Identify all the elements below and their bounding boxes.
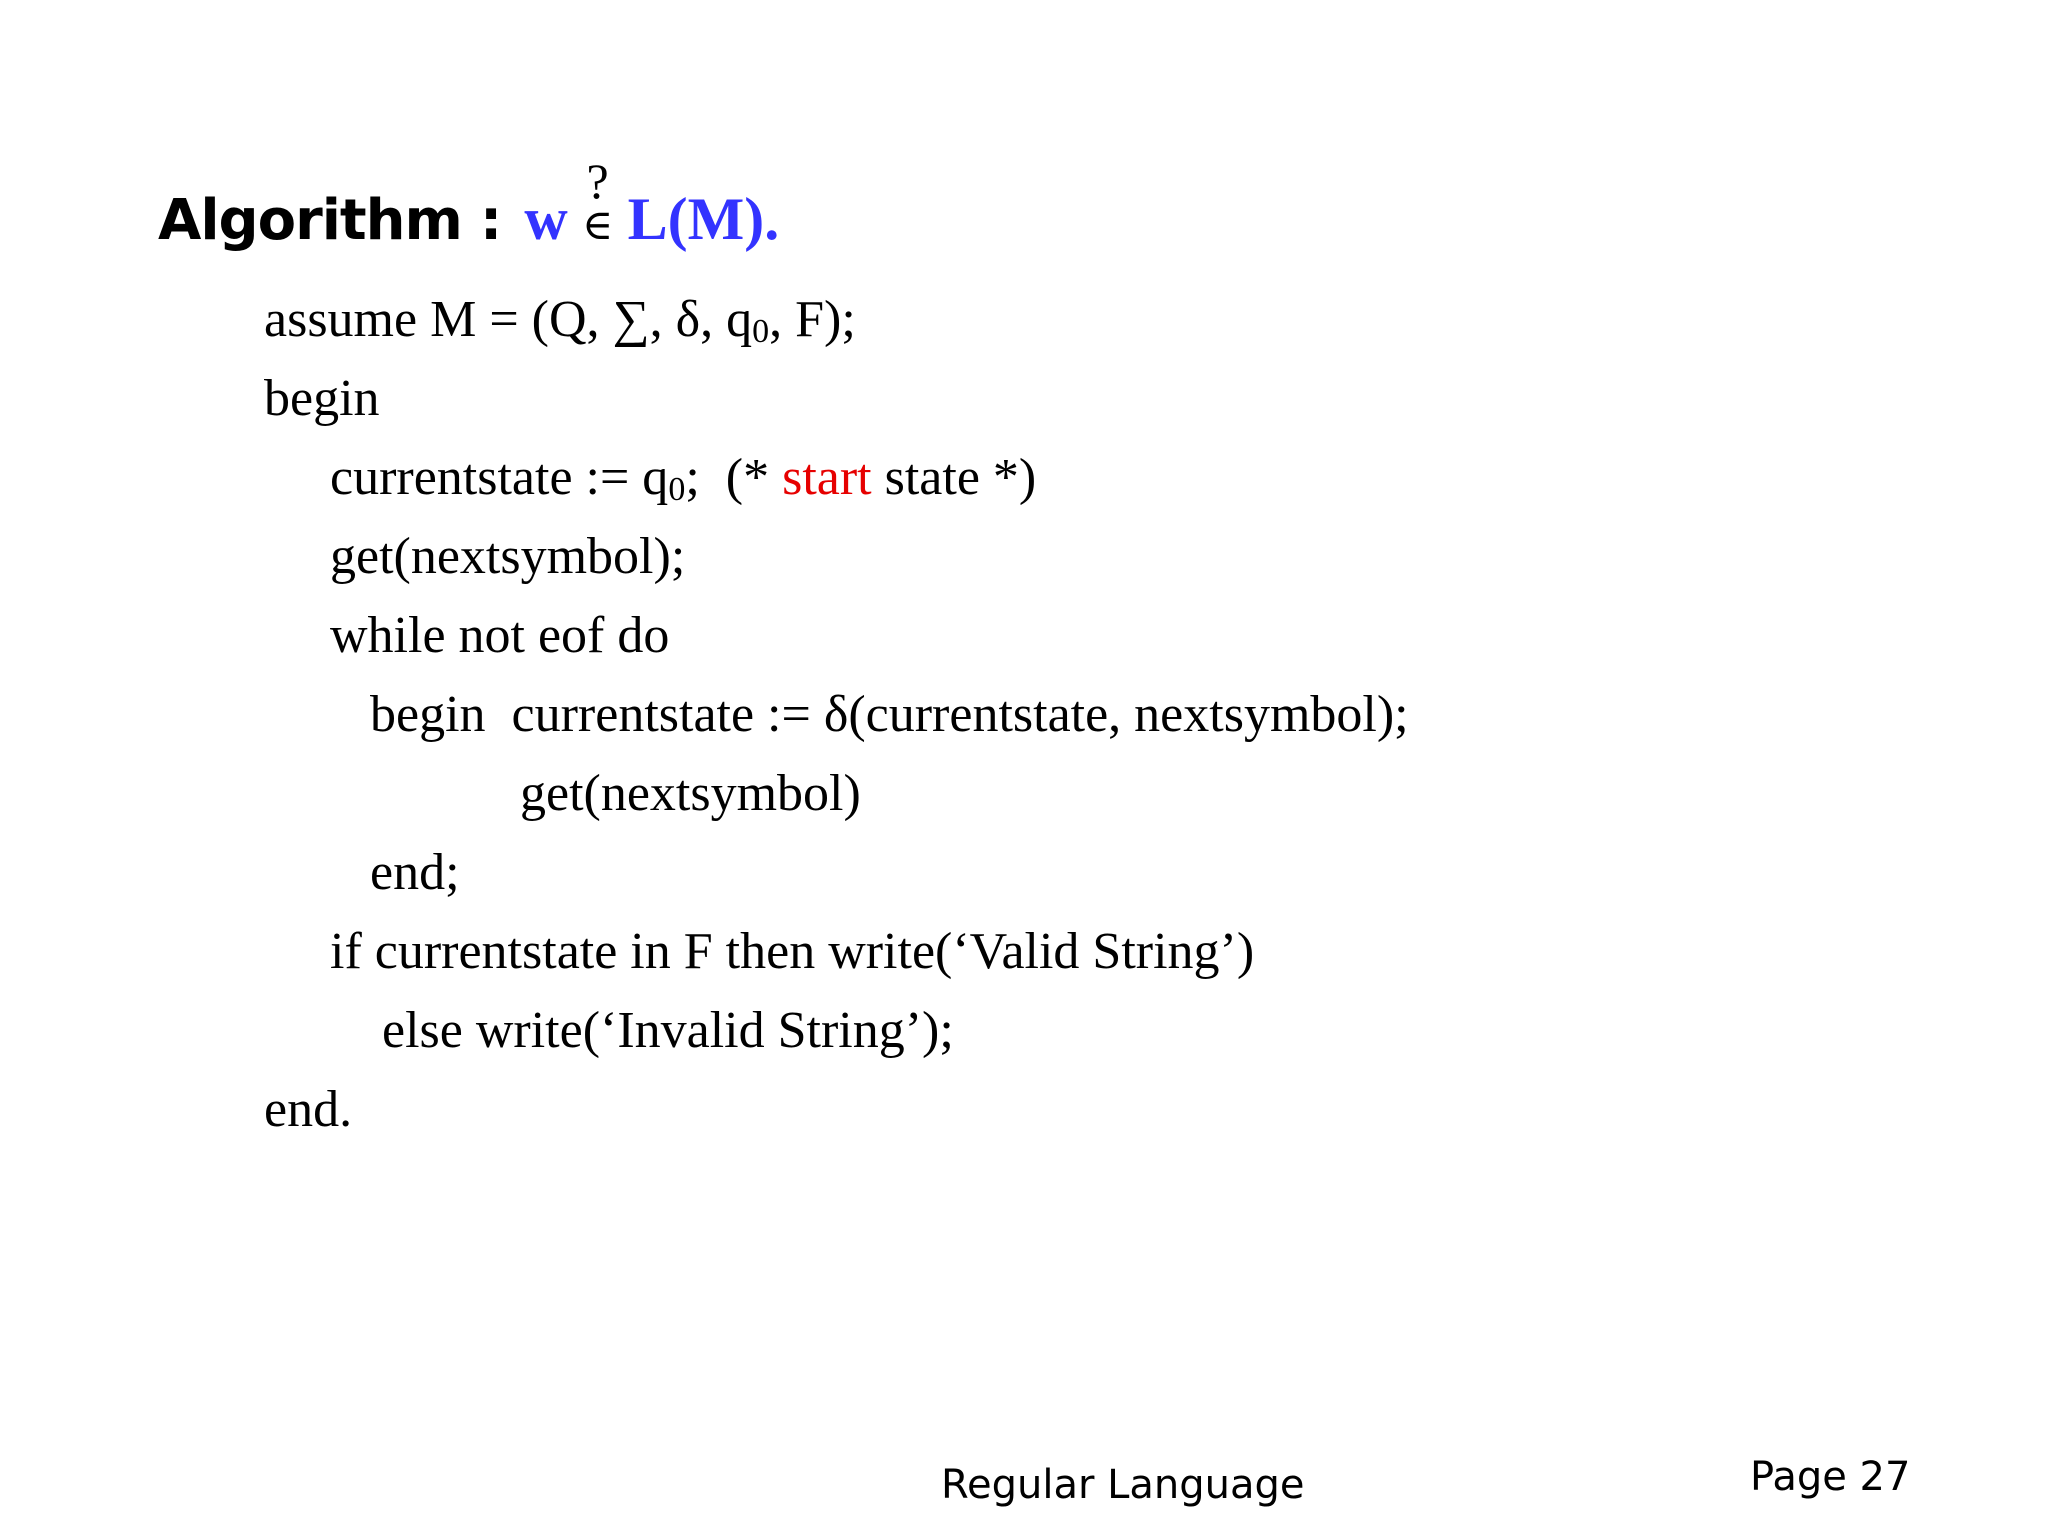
page-number: Page 27	[1750, 1454, 1911, 1500]
subscript: 0	[668, 471, 686, 508]
code-line-end: end.	[264, 1081, 353, 1138]
code-line-transition: begin currentstate := δ(currentstate, nextsymbol);	[370, 686, 1409, 743]
code-line-get-next: get(nextsymbol)	[520, 765, 861, 822]
code-line-assume	[264, 285, 856, 355]
code-line-if: if currentstate in F then write(‘Valid String’)	[330, 923, 1255, 980]
code-text: state *)	[871, 449, 1037, 506]
title-math-w: w	[524, 186, 568, 252]
footer-course-title: Regular Language	[941, 1462, 1305, 1508]
question-element-of-symbol	[578, 153, 618, 249]
code-line-end-loop: end;	[370, 844, 460, 901]
code-text: , F);	[769, 291, 856, 348]
code-line-else: else write(‘Invalid String’);	[382, 1002, 954, 1059]
code-line-begin: begin	[264, 370, 380, 427]
element-of-icon: ∈	[582, 200, 614, 249]
title-colon: :	[479, 188, 503, 253]
highlight-start: start	[782, 449, 872, 506]
subscript: 0	[752, 313, 770, 350]
code-line-init-state	[330, 443, 1036, 513]
code-line-get-symbol: get(nextsymbol);	[330, 528, 686, 585]
code-line-while: while not eof do	[330, 607, 670, 664]
title-math-lm: L(M).	[627, 186, 780, 252]
code-text: currentstate := q	[330, 449, 669, 506]
slide-title	[158, 153, 780, 285]
code-text: ; (*	[685, 449, 783, 506]
question-mark: ?	[586, 153, 609, 209]
title-label: Algorithm	[158, 188, 462, 253]
code-text: assume M = (Q, ∑, δ, q	[264, 291, 753, 348]
